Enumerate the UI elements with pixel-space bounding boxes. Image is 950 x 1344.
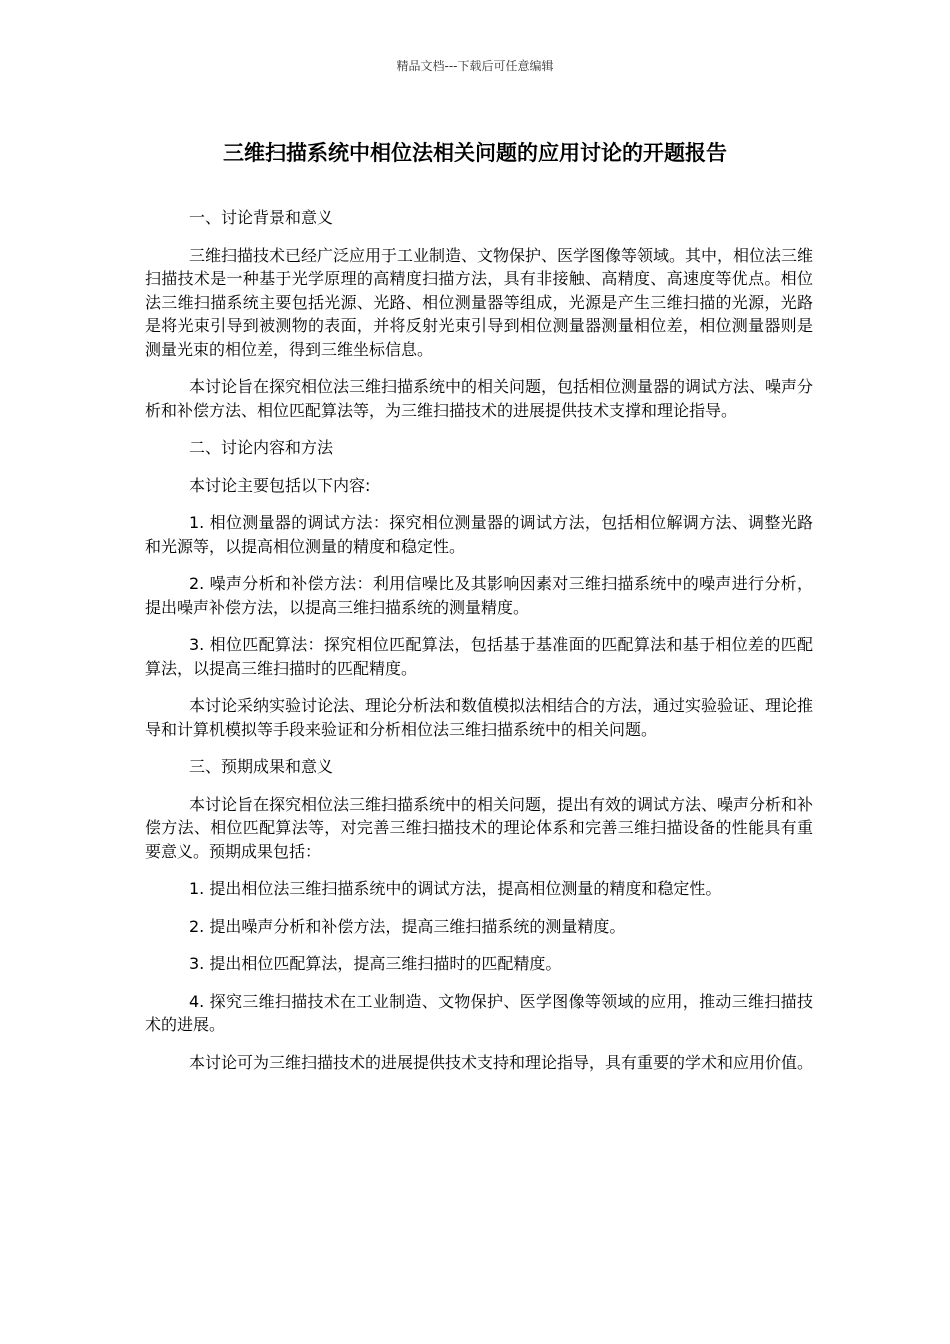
- list-item-result-1: 1. 提出相位法三维扫描系统中的调试方法，提高相位测量的精度和稳定性。: [189, 879, 722, 898]
- list-item-content-3: 3. 相位匹配算法：探究相位匹配算法，包括基于基准面的匹配算法和基于相位差的匹配算法，以提高三维扫描时的匹配精度。: [145, 635, 813, 678]
- section-heading-expected-results: 三、预期成果和意义: [189, 757, 334, 776]
- list-item-content-2: 2. 噪声分析和补偿方法：利用信噪比及其影响因素对三维扫描系统中的噪声进行分析，提出噪声补偿方法，以提高三维扫描系统的测量精度。: [145, 574, 813, 617]
- paragraph-background-2: 本讨论旨在探究相位法三维扫描系统中的相关问题，包括相位测量器的调试方法、噪声分析和补偿方法、相位匹配算法等，为三维扫描技术的进展提供技术支撑和理论指导。: [145, 377, 814, 420]
- list-item-result-2: 2. 提出噪声分析和补偿方法，提高三维扫描系统的测量精度。: [189, 916, 626, 936]
- paragraph-method: 本讨论采纳实验讨论法、理论分析法和数值模拟法相结合的方法，通过实验验证、理论推导和计算机模拟等手段来验证和分析相位法三维扫描系统中的相关问题。: [145, 696, 814, 739]
- document-title: 三维扫描系统中相位法相关问题的应用讨论的开题报告: [223, 141, 727, 165]
- header-note: 精品文档---下载后可任意编辑: [396, 59, 554, 73]
- section-heading-background: 一、讨论背景和意义: [189, 208, 334, 227]
- list-item-result-3: 3. 提出相位匹配算法，提高三维扫描时的匹配精度。: [189, 954, 562, 973]
- document-body: [145, 206, 813, 1088]
- paragraph-content-intro: 本讨论主要包括以下内容:: [189, 475, 371, 495]
- list-item-content-1: 1. 相位测量器的调试方法：探究相位测量器的调试方法，包括相位解调方法、调整光路和光源等，以提高相位测量的精度和稳定性。: [145, 513, 813, 556]
- paragraph-closing: 本讨论可为三维扫描技术的进展提供技术支持和理论指导，具有重要的学术和应用价值。: [189, 1052, 814, 1072]
- section-heading-content-method: 二、讨论内容和方法: [189, 438, 334, 457]
- paragraph-expected-intro: 本讨论旨在探究相位法三维扫描系统中的相关问题，提出有效的调试方法、噪声分析和补偿方法、相位匹配算法等，对完善三维扫描技术的理论体系和完善三维扫描设备的性能具有重要意义。预期成果包括：: [145, 794, 814, 861]
- list-item-result-4: 4. 探究三维扫描技术在工业制造、文物保护、医学图像等领域的应用，推动三维扫描技术的进展。: [145, 991, 813, 1034]
- paragraph-background-1: 三维扫描技术已经广泛应用于工业制造、文物保护、医学图像等领域。其中，相位法三维扫描技术是一种基于光学原理的高精度扫描方法，具有非接触、高精度、高速度等优点。相位法三维扫描系统主要包括光源、光路、相位测量器等组成，光源是产生三维扫描的光源，光路是将光束引导到被测物的表面，并将反射光束引导到相位测量器测量相位差，相位测量器则是测量光束的相位差，得到三维坐标信息。: [145, 245, 814, 359]
